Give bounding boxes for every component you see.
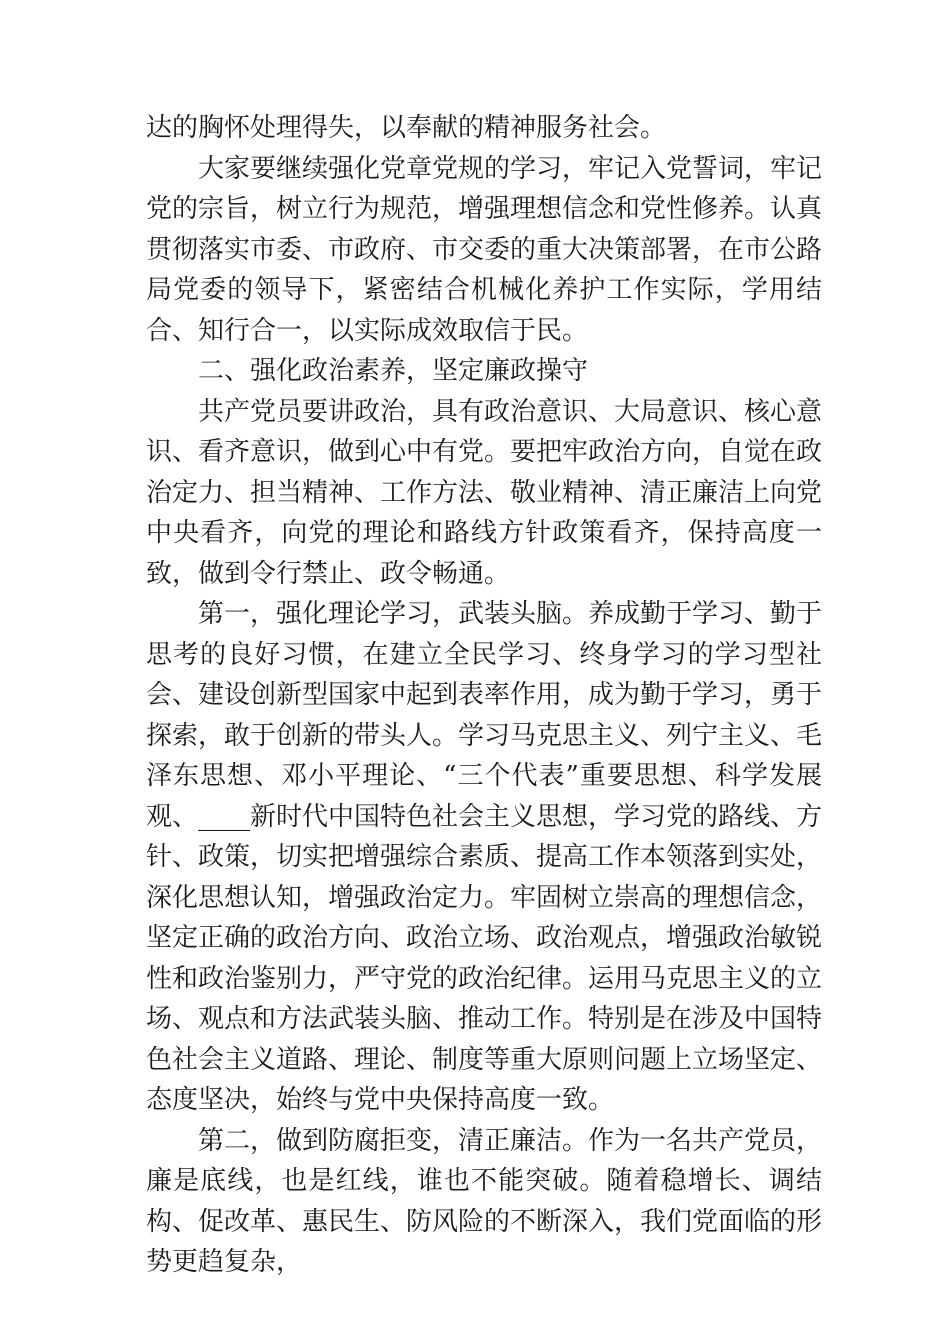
- paragraph-politics: 共产党员要讲政治，具有政治意识、大局意识、核心意识、看齐意识，做到心中有党。要把牢政治方向，自觉在政治定力、担当精神、工作方法、敬业精神、清正廉洁上向党中央看齐，向党的理论和路线方针政策看齐，保持高度一致，做到令行禁止、政令畅通。: [146, 396, 823, 589]
- paragraph-first-theory-study: 第一，强化理论学习，武装头脑。养成勤于学习、勤于思考的良好习惯，在建立全民学习、终身学习的学习型社会、建设创新型国家中起到表率作用，成为勤于学习，勇于探索，敢于创新的带头人。学习马克思主义、列宁主义、毛泽东思想、邓小平理论、“三个代表”重要思想、科学发展观、____新时代中国特色社会主义思想，学习党的路线、方针、政策，切实把增强综合素质、提高工作本领落到实处，深化思想认知，增强政治定力。牢固树立崇高的理想信念，坚定正确的政治方向、政治立场、政治观点，增强政治敏锐性和政治鉴别力，严守党的政治纪律。运用马克思主义的立场、观点和方法武装头脑、推动工作。特别是在涉及中国特色社会主义道路、理论、制度等重大原则问题上立场坚定、态度坚决，始终与党中央保持高度一致。: [146, 599, 823, 1115]
- section-heading-two: 二、强化政治素养，坚定廉政操守: [198, 356, 589, 386]
- document-body: [146, 108, 822, 1283]
- paragraph-second-anti-corruption: 第二，做到防腐拒变，清正廉洁。作为一名共产党员，廉是底线，也是红线，谁也不能突破。随着稳增长、调结构、促改革、惠民生、防风险的不断深入，我们党面临的形势更趋复杂，: [146, 1125, 823, 1277]
- paragraph-continuation: 达的胸怀处理得失，以奉献的精神服务社会。: [146, 113, 667, 143]
- paragraph-party-study: 大家要继续强化党章党规的学习，牢记入党誓词，牢记党的宗旨，树立行为规范，增强理想信念和党性修养。认真贯彻落实市委、市政府、市交委的重大决策部署，在市公路局党委的领导下，紧密结合机械化养护工作实际，学用结合、知行合一，以实际成效取信于民。: [146, 153, 823, 346]
